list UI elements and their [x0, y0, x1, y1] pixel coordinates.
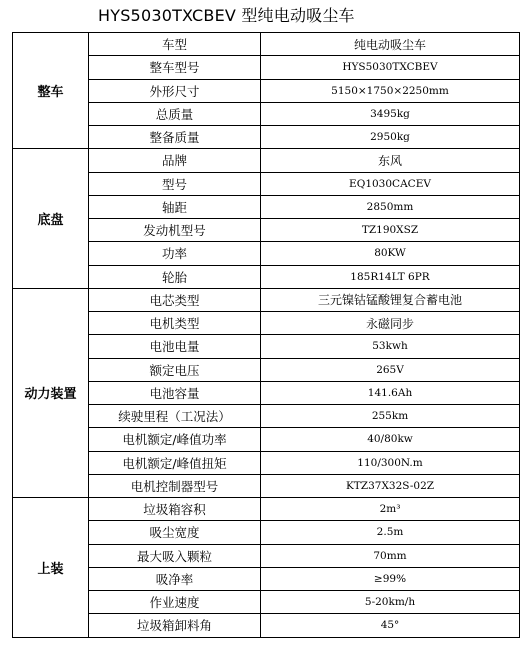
- spec-label: 外形尺寸: [89, 79, 261, 102]
- spec-table: [12, 32, 520, 638]
- group-label: 底盘: [13, 149, 89, 289]
- spec-value: 265V: [261, 358, 520, 381]
- spec-value: TZ190XSZ: [261, 219, 520, 242]
- spec-label: 车型: [89, 33, 261, 56]
- spec-label: 型号: [89, 172, 261, 195]
- spec-value: 185R14LT 6PR: [261, 265, 520, 288]
- table-row: [13, 33, 520, 56]
- table-row: [13, 172, 520, 195]
- table-row: [13, 219, 520, 242]
- spec-label: 总质量: [89, 102, 261, 125]
- spec-label: 作业速度: [89, 591, 261, 614]
- spec-label: 电池容量: [89, 381, 261, 404]
- spec-table-body: [13, 33, 520, 638]
- spec-value: 纯电动吸尘车: [261, 33, 520, 56]
- spec-label: 最大吸入颗粒: [89, 544, 261, 567]
- spec-label: 续驶里程（工况法）: [89, 405, 261, 428]
- table-row: [13, 498, 520, 521]
- spec-label: 吸净率: [89, 567, 261, 590]
- spec-label: 吸尘宽度: [89, 521, 261, 544]
- spec-label: 电机额定/峰值扭矩: [89, 451, 261, 474]
- spec-value: 70mm: [261, 544, 520, 567]
- group-label: 整车: [13, 33, 89, 149]
- spec-value: 5150×1750×2250mm: [261, 79, 520, 102]
- table-row: [13, 265, 520, 288]
- spec-value: ≥99%: [261, 567, 520, 590]
- spec-label: 轮胎: [89, 265, 261, 288]
- table-row: [13, 381, 520, 404]
- spec-value: KTZ37X32S-02Z: [261, 474, 520, 497]
- spec-value: EQ1030CACEV: [261, 172, 520, 195]
- table-row: [13, 591, 520, 614]
- spec-value: 110/300N.m: [261, 451, 520, 474]
- spec-value: 2950kg: [261, 126, 520, 149]
- table-row: [13, 405, 520, 428]
- table-row: [13, 358, 520, 381]
- spec-value: 45°: [261, 614, 520, 637]
- table-row: [13, 195, 520, 218]
- spec-value: 3495kg: [261, 102, 520, 125]
- group-label: 动力装置: [13, 288, 89, 497]
- spec-label: 发动机型号: [89, 219, 261, 242]
- spec-value: 40/80kw: [261, 428, 520, 451]
- table-row: [13, 335, 520, 358]
- table-row: [13, 544, 520, 567]
- spec-value: 东风: [261, 149, 520, 172]
- spec-value: 2.5m: [261, 521, 520, 544]
- spec-label: 电芯类型: [89, 288, 261, 311]
- spec-label: 垃圾箱容积: [89, 498, 261, 521]
- spec-label: 垃圾箱卸料角: [89, 614, 261, 637]
- spec-value: 53kwh: [261, 335, 520, 358]
- table-row: [13, 312, 520, 335]
- spec-value: 三元镍钴锰酸锂复合蓄电池: [261, 288, 520, 311]
- spec-value: 255km: [261, 405, 520, 428]
- spec-value: 永磁同步: [261, 312, 520, 335]
- spec-label: 轴距: [89, 195, 261, 218]
- spec-value: 2850mm: [261, 195, 520, 218]
- table-row: [13, 242, 520, 265]
- table-row: [13, 521, 520, 544]
- table-row: [13, 288, 520, 311]
- table-row: [13, 56, 520, 79]
- spec-label: 整车型号: [89, 56, 261, 79]
- table-row: [13, 102, 520, 125]
- spec-label: 电机控制器型号: [89, 474, 261, 497]
- table-row: [13, 474, 520, 497]
- table-row: [13, 451, 520, 474]
- spec-value: 80KW: [261, 242, 520, 265]
- table-row: [13, 614, 520, 637]
- spec-label: 品牌: [89, 149, 261, 172]
- spec-value: HYS5030TXCBEV: [261, 56, 520, 79]
- spec-value: 5-20km/h: [261, 591, 520, 614]
- spec-label: 功率: [89, 242, 261, 265]
- table-row: [13, 567, 520, 590]
- table-row: [13, 428, 520, 451]
- spec-label: 额定电压: [89, 358, 261, 381]
- spec-label: 整备质量: [89, 126, 261, 149]
- table-row: [13, 79, 520, 102]
- page-title: HYS5030TXCBEV 型纯电动吸尘车: [98, 6, 355, 25]
- spec-label: 电机类型: [89, 312, 261, 335]
- spec-label: 电机额定/峰值功率: [89, 428, 261, 451]
- table-row: [13, 126, 520, 149]
- group-label: 上装: [13, 498, 89, 638]
- spec-label: 电池电量: [89, 335, 261, 358]
- spec-value: 2m³: [261, 498, 520, 521]
- table-row: [13, 149, 520, 172]
- spec-value: 141.6Ah: [261, 381, 520, 404]
